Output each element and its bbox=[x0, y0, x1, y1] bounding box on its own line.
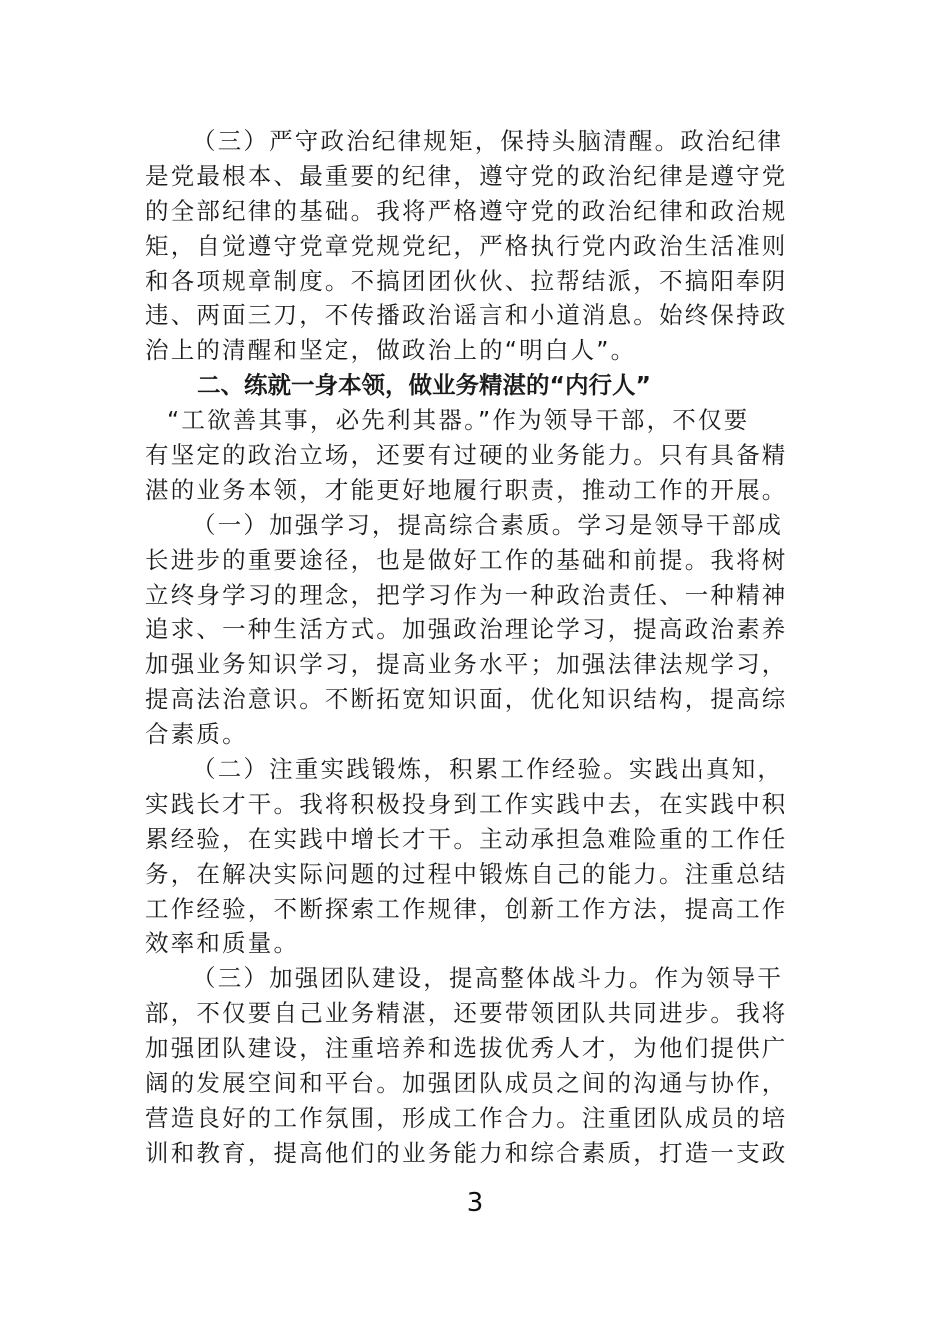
text-line: 是党最根本、最重要的纪律，遵守党的政治纪律是遵守党 bbox=[145, 161, 788, 190]
text-line: “工欲善其事，必先利其器。”作为领导干部，不仅要 bbox=[167, 406, 750, 435]
heading-line: 二、练就一身本领，做业务精湛的“内行人” bbox=[197, 371, 651, 400]
body-text bbox=[145, 124, 805, 1171]
text-line: （三）加强团队建设，提高整体战斗力。作为领导干 bbox=[192, 964, 784, 993]
text-line: 效率和质量。 bbox=[145, 929, 300, 958]
paragraph-study bbox=[145, 508, 805, 752]
text-line: 加强业务知识学习，提高业务水平；加强法律法规学习， bbox=[145, 650, 788, 679]
text-line: 营造良好的工作氛围，形成工作合力。注重团队成员的培 bbox=[145, 1103, 788, 1132]
text-line: 加强团队建设，注重培养和选拔优秀人才，为他们提供广 bbox=[145, 1034, 788, 1063]
text-line: 湛的业务本领，才能更好地履行职责，推动工作的开展。 bbox=[145, 475, 788, 504]
text-line: 工作经验，不断探索工作规律，创新工作方法，提高工作 bbox=[145, 894, 788, 923]
text-line: 合素质。 bbox=[145, 720, 248, 749]
text-line: （三）严守政治纪律规矩，保持头脑清醒。政治纪律 bbox=[192, 127, 784, 155]
page-number: 3 bbox=[466, 1188, 484, 1218]
text-line: 累经验，在实践中增长才干。主动承担急难险重的工作任 bbox=[145, 824, 788, 853]
paragraph-practice bbox=[145, 752, 805, 961]
paragraph-team bbox=[145, 961, 805, 1170]
text-line: 违、两面三刀，不传播政治谣言和小道消息。始终保持政 bbox=[145, 301, 788, 330]
text-line: 和各项规章制度。不搞团团伙伙、拉帮结派，不搞阳奉阴 bbox=[145, 266, 788, 295]
text-line: 务，在解决实际问题的过程中锻炼自己的能力。注重总结 bbox=[145, 859, 788, 888]
section-heading bbox=[145, 368, 805, 403]
text-line: 的全部纪律的基础。我将严格遵守党的政治纪律和政治规 bbox=[145, 196, 788, 225]
text-line: 有坚定的政治立场，还要有过硬的业务能力。只有具备精 bbox=[145, 441, 788, 470]
text-line: 矩，自觉遵守党章党规党纪，严格执行党内政治生活准则 bbox=[145, 231, 788, 260]
text-line: 立终身学习的理念，把学习作为一种政治责任、一种精神 bbox=[145, 580, 788, 609]
text-line: 治上的清醒和坚定，做政治上的“明白人”。 bbox=[145, 336, 637, 365]
text-line: 长进步的重要途径，也是做好工作的基础和前提。我将树 bbox=[145, 545, 788, 574]
text-line: 提高法治意识。不断拓宽知识面，优化知识结构，提高综 bbox=[145, 685, 788, 714]
paragraph-intro bbox=[145, 403, 805, 508]
paragraph-discipline bbox=[145, 124, 805, 368]
text-line: 部，不仅要自己业务精湛，还要带领团队共同进步。我将 bbox=[145, 999, 788, 1028]
text-line: 阔的发展空间和平台。加强团队成员之间的沟通与协作， bbox=[145, 1069, 788, 1098]
text-line: （一）加强学习，提高综合素质。学习是领导干部成 bbox=[192, 510, 784, 539]
text-line: （二）注重实践锻炼，积累工作经验。实践出真知， bbox=[192, 755, 784, 784]
text-line: 训和教育，提高他们的业务能力和综合素质，打造一支政 bbox=[145, 1138, 788, 1167]
text-line: 实践长才干。我将积极投身到工作实践中去，在实践中积 bbox=[145, 789, 788, 818]
text-line: 追求、一种生活方式。加强政治理论学习，提高政治素养 bbox=[145, 615, 788, 644]
